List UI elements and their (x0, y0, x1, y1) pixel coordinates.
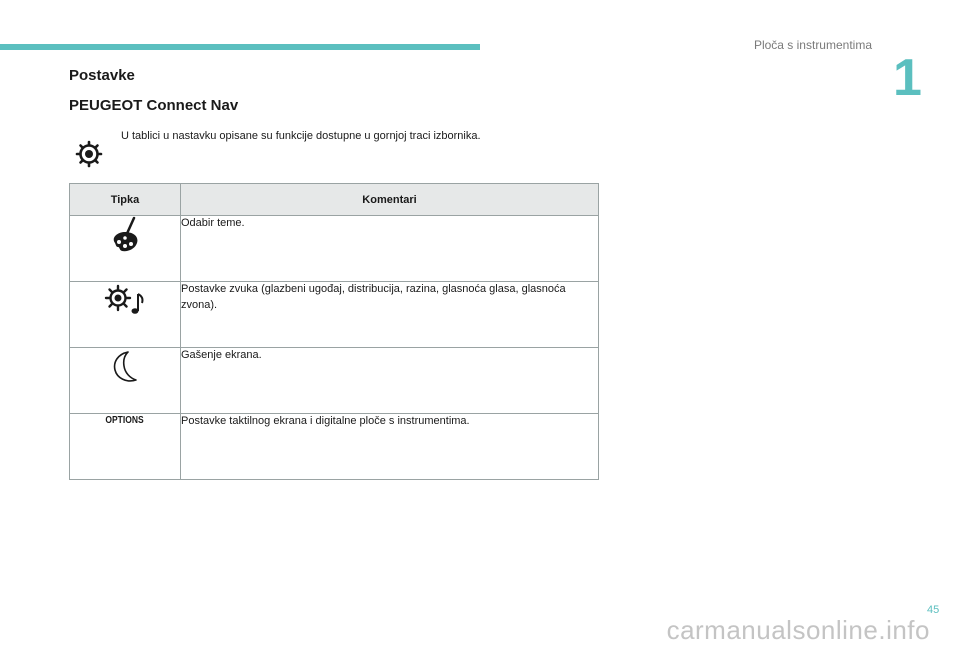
table-row (70, 348, 599, 414)
chapter-number: 1 (893, 49, 922, 107)
moon-icon (108, 348, 142, 386)
settings-gear-icon (74, 139, 104, 169)
comment-cell: Postavke zvuka (glazbeni ugođaj, distribucija, razina, glasnoća glasa, glasnoća zvona). (181, 282, 599, 348)
comment-cell: Postavke taktilnog ekrana i digitalne ploče s instrumentima. (181, 414, 599, 480)
icon-cell (70, 348, 181, 414)
watermark: carmanualsonline.info (666, 615, 930, 645)
comment-cell: Gašenje ekrana. (181, 348, 599, 414)
section-title: Postavke (69, 67, 135, 84)
icon-cell (70, 414, 181, 480)
column-header-comments: Komentari (181, 184, 599, 216)
icon-cell (70, 216, 181, 282)
page-number: 45 (927, 604, 940, 616)
icon-cell (70, 282, 181, 348)
options-label: OPTIONS (105, 415, 145, 426)
column-header-button: Tipka (70, 184, 181, 216)
intro-text: U tablici u nastavku opisane su funkcije dostupne u gornjoj traci izbornika. (121, 130, 481, 142)
table-header-row (70, 184, 599, 216)
table-row (70, 216, 599, 282)
top-accent-bar (0, 44, 480, 50)
settings-sound-icon (103, 282, 147, 316)
table-row (70, 414, 599, 480)
comment-cell: Odabir teme. (181, 216, 599, 282)
chapter-title: Ploča s instrumentima (753, 38, 872, 52)
table-row (70, 282, 599, 348)
palette-icon (108, 216, 142, 256)
section-subtitle: PEUGEOT Connect Nav (69, 97, 239, 114)
functions-table (69, 183, 599, 480)
